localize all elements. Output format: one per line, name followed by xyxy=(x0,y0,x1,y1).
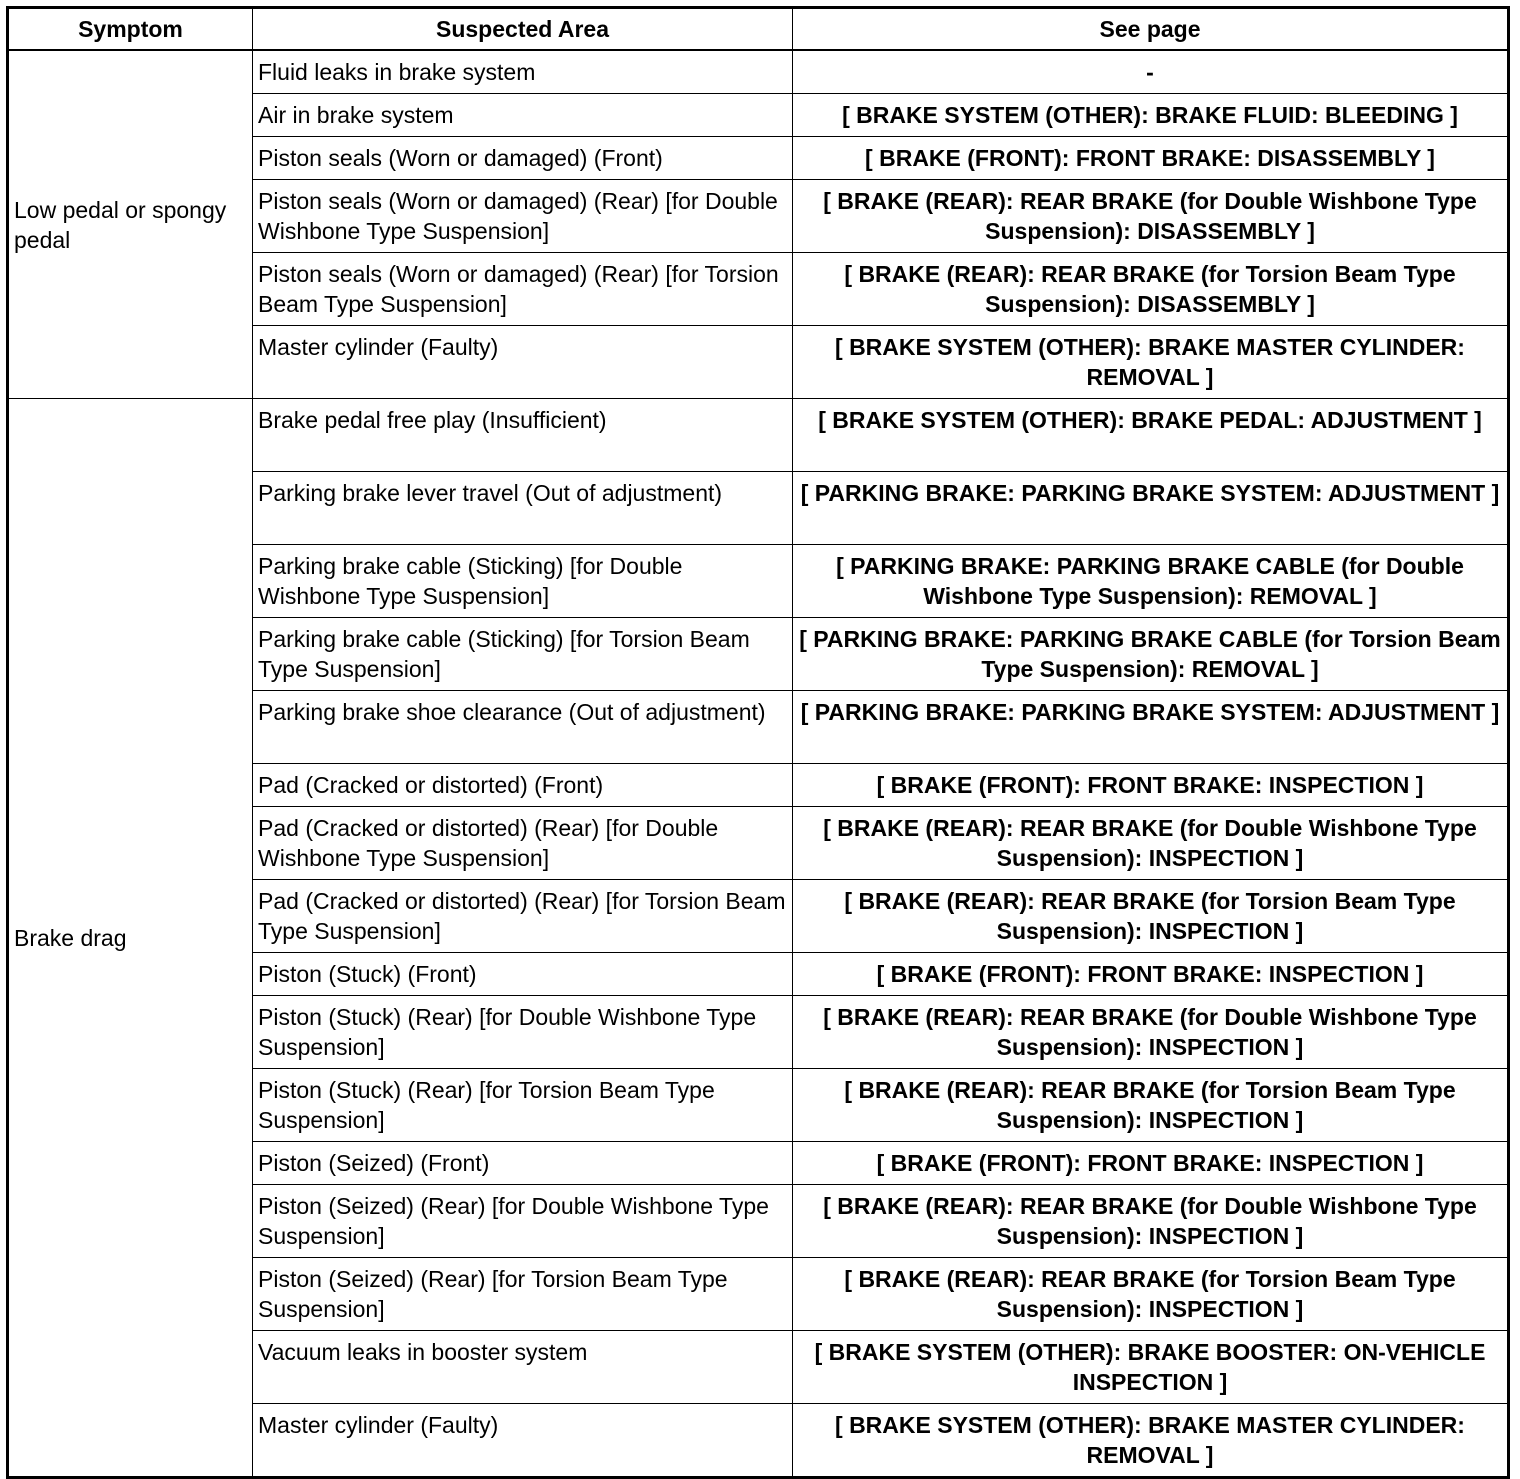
see-page-cell: [ BRAKE (REAR): REAR BRAKE (for Double Wishbone Type Suspension): DISASSEMBLY ] xyxy=(793,180,1509,253)
table-row xyxy=(8,50,1509,94)
suspected-area-cell: Parking brake lever travel (Out of adjustment) xyxy=(253,472,793,545)
table-row xyxy=(8,399,1509,472)
see-page-cell: [ BRAKE (REAR): REAR BRAKE (for Torsion Beam Type Suspension): INSPECTION ] xyxy=(793,1258,1509,1331)
header-see-page: See page xyxy=(793,8,1509,51)
see-page-cell: [ BRAKE SYSTEM (OTHER): BRAKE MASTER CYLINDER: REMOVAL ] xyxy=(793,326,1509,399)
header-row xyxy=(8,8,1509,51)
see-page-cell: [ PARKING BRAKE: PARKING BRAKE CABLE (for Torsion Beam Type Suspension): REMOVAL ] xyxy=(793,618,1509,691)
suspected-area-cell: Pad (Cracked or distorted) (Rear) [for Double Wishbone Type Suspension] xyxy=(253,807,793,880)
suspected-area-cell: Piston seals (Worn or damaged) (Rear) [for Double Wishbone Type Suspension] xyxy=(253,180,793,253)
see-page-cell: [ PARKING BRAKE: PARKING BRAKE CABLE (for Double Wishbone Type Suspension): REMOVAL ] xyxy=(793,545,1509,618)
suspected-area-cell: Air in brake system xyxy=(253,94,793,137)
see-page-cell: [ BRAKE SYSTEM (OTHER): BRAKE FLUID: BLEEDING ] xyxy=(793,94,1509,137)
see-page-cell: [ BRAKE (REAR): REAR BRAKE (for Double Wishbone Type Suspension): INSPECTION ] xyxy=(793,1185,1509,1258)
see-page-cell: [ BRAKE (FRONT): FRONT BRAKE: DISASSEMBLY ] xyxy=(793,137,1509,180)
see-page-cell: [ BRAKE (REAR): REAR BRAKE (for Double Wishbone Type Suspension): INSPECTION ] xyxy=(793,996,1509,1069)
see-page-cell: [ BRAKE (REAR): REAR BRAKE (for Torsion Beam Type Suspension): DISASSEMBLY ] xyxy=(793,253,1509,326)
suspected-area-cell: Pad (Cracked or distorted) (Rear) [for Torsion Beam Type Suspension] xyxy=(253,880,793,953)
suspected-area-cell: Fluid leaks in brake system xyxy=(253,50,793,94)
see-page-cell: [ BRAKE (REAR): REAR BRAKE (for Torsion Beam Type Suspension): INSPECTION ] xyxy=(793,1069,1509,1142)
suspected-area-cell: Brake pedal free play (Insufficient) xyxy=(253,399,793,472)
suspected-area-cell: Piston (Seized) (Rear) [for Torsion Beam Type Suspension] xyxy=(253,1258,793,1331)
see-page-cell: [ BRAKE SYSTEM (OTHER): BRAKE PEDAL: ADJUSTMENT ] xyxy=(793,399,1509,472)
see-page-cell: [ PARKING BRAKE: PARKING BRAKE SYSTEM: ADJUSTMENT ] xyxy=(793,472,1509,545)
suspected-area-cell: Vacuum leaks in booster system xyxy=(253,1331,793,1404)
see-page-cell: [ BRAKE (FRONT): FRONT BRAKE: INSPECTION ] xyxy=(793,953,1509,996)
suspected-area-cell: Piston (Stuck) (Front) xyxy=(253,953,793,996)
suspected-area-cell: Master cylinder (Faulty) xyxy=(253,1404,793,1478)
suspected-area-cell: Piston seals (Worn or damaged) (Rear) [for Torsion Beam Type Suspension] xyxy=(253,253,793,326)
suspected-area-cell: Parking brake shoe clearance (Out of adjustment) xyxy=(253,691,793,764)
suspected-area-cell: Pad (Cracked or distorted) (Front) xyxy=(253,764,793,807)
suspected-area-cell: Parking brake cable (Sticking) [for Double Wishbone Type Suspension] xyxy=(253,545,793,618)
see-page-cell: [ BRAKE SYSTEM (OTHER): BRAKE MASTER CYLINDER: REMOVAL ] xyxy=(793,1404,1509,1478)
see-page-cell: [ BRAKE (FRONT): FRONT BRAKE: INSPECTION ] xyxy=(793,1142,1509,1185)
suspected-area-cell: Piston (Stuck) (Rear) [for Double Wishbone Type Suspension] xyxy=(253,996,793,1069)
symptom-cell: Low pedal or spongy pedal xyxy=(8,50,253,399)
suspected-area-cell: Master cylinder (Faulty) xyxy=(253,326,793,399)
suspected-area-cell: Piston (Seized) (Front) xyxy=(253,1142,793,1185)
see-page-cell: [ BRAKE (FRONT): FRONT BRAKE: INSPECTION ] xyxy=(793,764,1509,807)
header-suspected-area: Suspected Area xyxy=(253,8,793,51)
see-page-cell: [ BRAKE SYSTEM (OTHER): BRAKE BOOSTER: ON-VEHICLE INSPECTION ] xyxy=(793,1331,1509,1404)
see-page-cell: [ PARKING BRAKE: PARKING BRAKE SYSTEM: ADJUSTMENT ] xyxy=(793,691,1509,764)
suspected-area-cell: Piston (Stuck) (Rear) [for Torsion Beam Type Suspension] xyxy=(253,1069,793,1142)
troubleshooting-table xyxy=(6,6,1510,1479)
see-page-cell: - xyxy=(793,50,1509,94)
header-symptom: Symptom xyxy=(8,8,253,51)
suspected-area-cell: Piston seals (Worn or damaged) (Front) xyxy=(253,137,793,180)
table-body xyxy=(8,50,1509,1478)
suspected-area-cell: Parking brake cable (Sticking) [for Torsion Beam Type Suspension] xyxy=(253,618,793,691)
suspected-area-cell: Piston (Seized) (Rear) [for Double Wishbone Type Suspension] xyxy=(253,1185,793,1258)
symptom-cell: Brake drag xyxy=(8,399,253,1478)
see-page-cell: [ BRAKE (REAR): REAR BRAKE (for Double Wishbone Type Suspension): INSPECTION ] xyxy=(793,807,1509,880)
see-page-cell: [ BRAKE (REAR): REAR BRAKE (for Torsion Beam Type Suspension): INSPECTION ] xyxy=(793,880,1509,953)
